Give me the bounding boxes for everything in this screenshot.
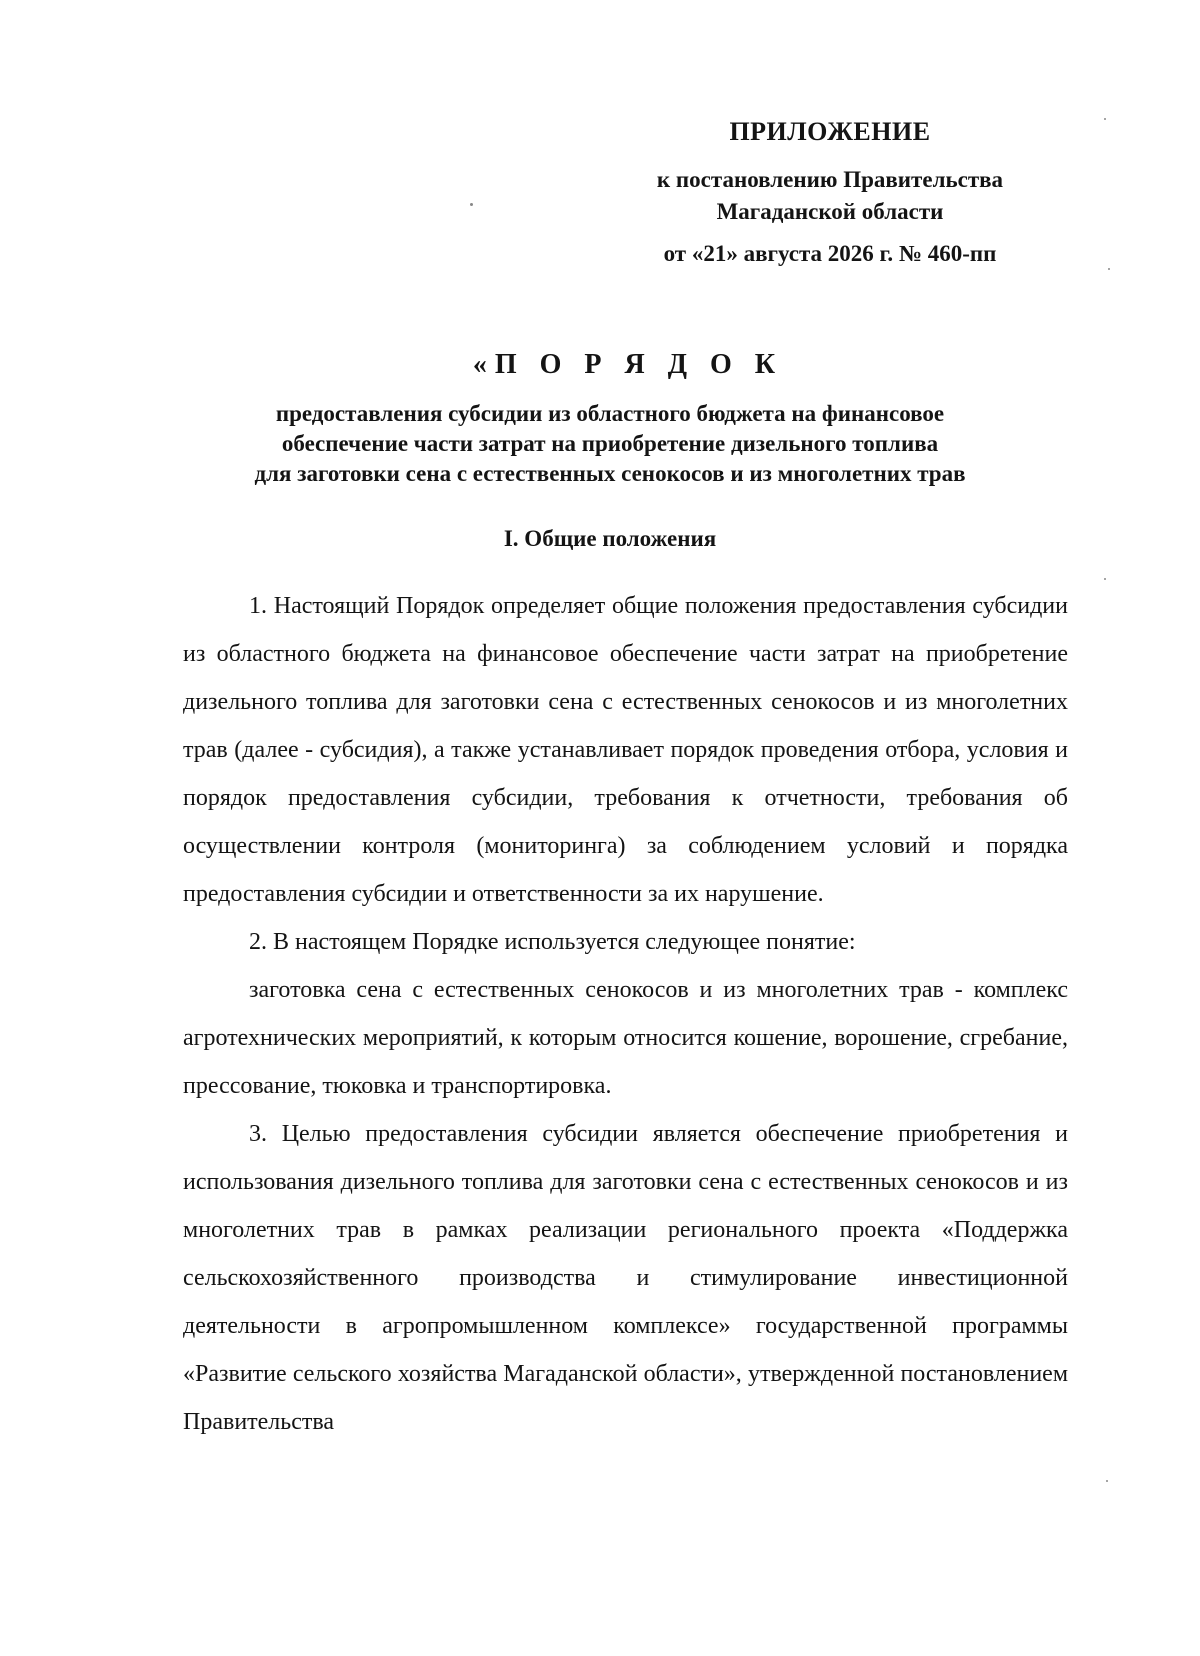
scan-speck <box>1108 268 1110 270</box>
order-subtitle-line: обеспечение части затрат на приобретение дизельного топлива <box>281 431 939 456</box>
order-subtitle-line: предоставления субсидии из областного бюджета на финансовое <box>275 401 945 426</box>
order-title: «П О Р Я Д О К <box>472 349 784 380</box>
order-heading <box>150 345 1070 489</box>
appendix-title: ПРИЛОЖЕНИЕ <box>729 117 931 146</box>
paragraph: 3. Целью предоставления субсидии является обеспечение приобретения и использования дизельного топлива для заготовки сена с естественных сенокосов и из многолетних трав в рамках реализации регионального проекта «Поддержка сельскохозяйственного производства и стимулирование инвестиционной деятельности в агропромышленном комплексе» государственной программы «Развитие сельского хозяйства Магаданской области», утвержденной постановлением Правительства <box>183 1121 1068 1435</box>
scan-speck <box>1106 1480 1108 1482</box>
appendix-date-line: от «21» августа 2026 г. № 460-пп <box>663 241 997 266</box>
section-title: I. Общие положения <box>503 526 717 551</box>
appendix-region-line: Магаданской области <box>716 199 944 224</box>
paragraph: заготовка сена с естественных сенокосов и из многолетних трав - комплекс агротехнических мероприятий, к которым относится кошение, ворошение, сгребание, прессование, тюковка и транспортировка. <box>183 977 1068 1099</box>
document-body <box>183 582 1068 1446</box>
appendix-resolution-line: к постановлению Правительства <box>656 167 1004 192</box>
order-subtitle-line: для заготовки сена с естественных сенокосов и из многолетних трав <box>254 461 966 486</box>
scan-speck <box>1104 118 1106 120</box>
order-subtitle <box>150 399 1070 489</box>
scan-speck <box>1104 578 1106 580</box>
paragraph: 2. В настоящем Порядке используется следующее понятие: <box>249 929 856 955</box>
scan-speck <box>470 203 473 206</box>
paragraph: 1. Настоящий Порядок определяет общие положения предоставления субсидии из областного бюджета на финансовое обеспечение части затрат на приобретение дизельного топлива для заготовки сена с естественных сенокосов и из многолетних трав (далее - субсидия), а также устанавливает порядок проведения отбора, условия и порядок предоставления субсидии, требования к отчетности, требования об осуществлении контроля (мониторинга) за соблюдением условий и порядка предоставления субсидии и ответственности за их нарушение. <box>183 593 1068 907</box>
appendix-header <box>600 112 1060 270</box>
